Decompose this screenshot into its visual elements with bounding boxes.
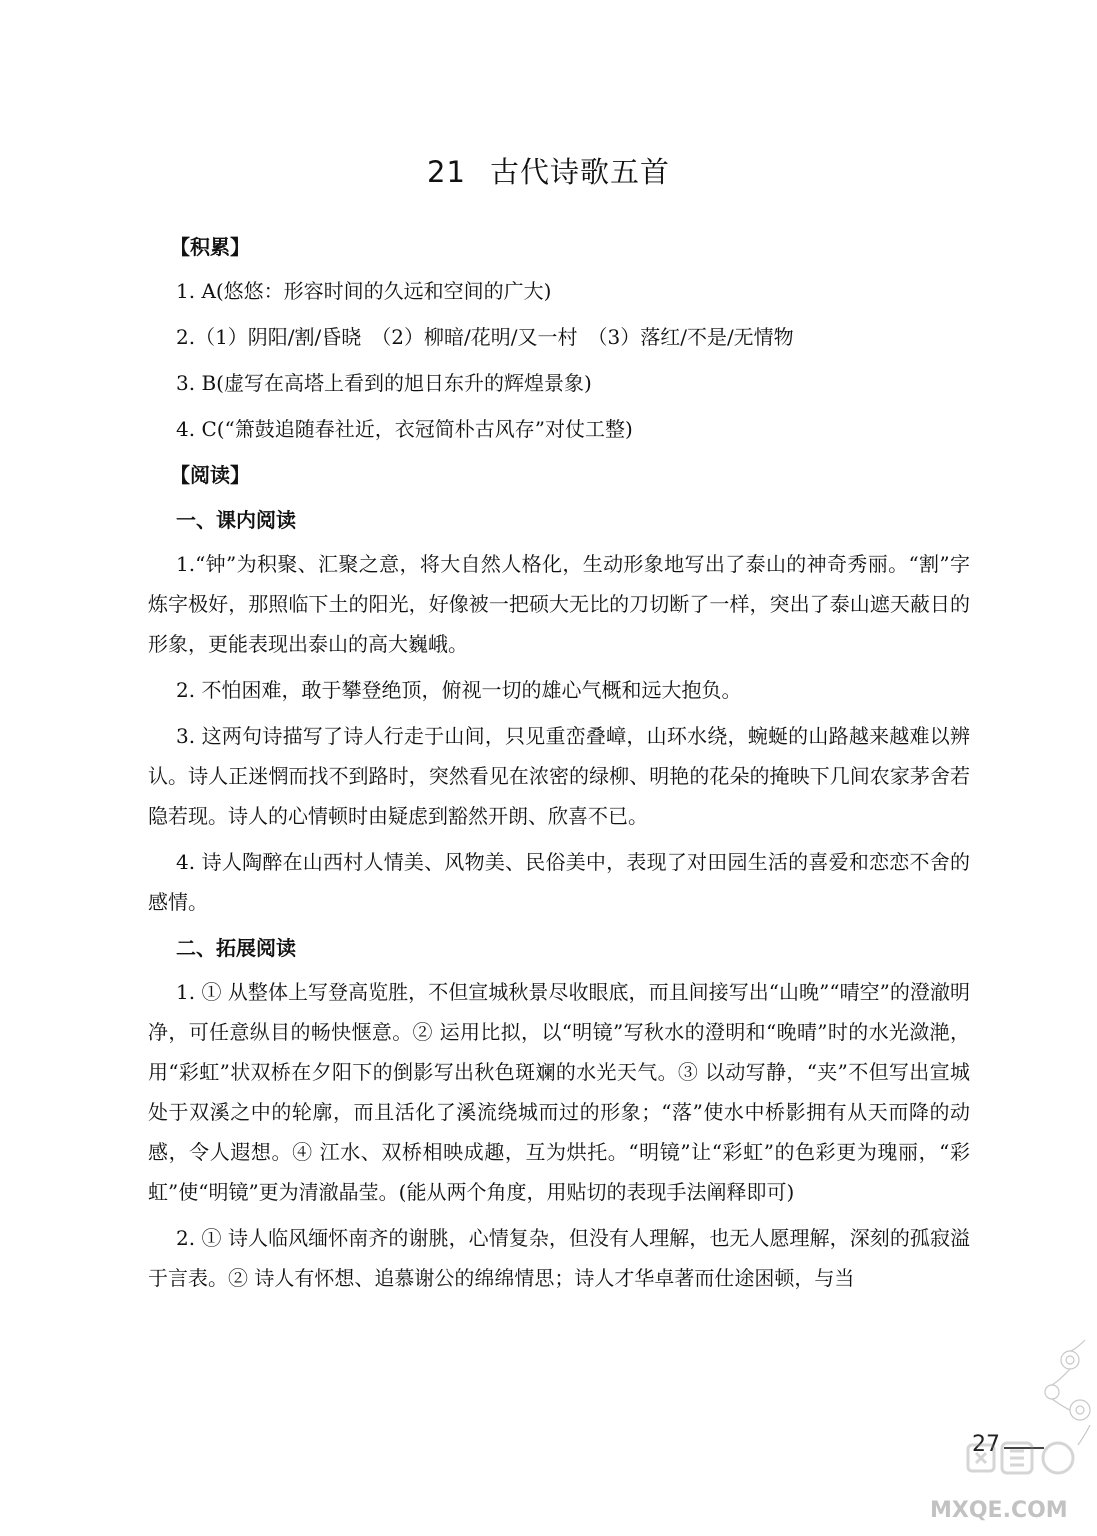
in-class-answer-4: 4. 诗人陶醉在山西村人情美、风物美、民俗美中，表现了对田园生活的喜爱和恋恋不舍的感情。: [148, 850, 970, 914]
in-class-answer-2: 2. 不怕困难，敢于攀登绝顶，俯视一切的雄心气概和远大抱负。: [176, 678, 742, 702]
answer-content: [148, 222, 970, 1304]
in-class-answer-1: 1.“钟”为积聚、汇聚之意，将大自然人格化，生动形象地写出了泰山的神奇秀丽。“割”字炼字极好，那照临下土的阳光，好像被一把硕大无比的刀切断了一样，突出了泰山遮天蔽日的形象，更能表现出泰山的高大巍峨。: [148, 552, 970, 656]
page-title: [0, 150, 1097, 191]
watermark-text: MXQE.COM: [930, 1498, 1068, 1523]
accumulation-item-2: 2.（1）阴阳/割/昏晓 （2）柳暗/花明/又一村 （3）落红/不是/无情物: [176, 325, 794, 349]
extended-answer-2: 2. ① 诗人临风缅怀南齐的谢朓，心情复杂，但没有人理解，也无人愿理解，深刻的孤寂溢于言表。② 诗人有怀想、追慕谢公的绵绵情思；诗人才华卓著而仕途困顿，与当: [148, 1226, 970, 1290]
in-class-reading-heading: 一、课内阅读: [176, 508, 296, 532]
accumulation-item-4: 4. C(“箫鼓追随春社近，衣冠简朴古风存”对仗工整): [176, 417, 633, 441]
extended-answer-1: 1. ① 从整体上写登高览胜，不但宣城秋景尽收眼底，而且间接写出“山晚”“晴空”的澄澈明净，可任意纵目的畅快惬意。② 运用比拟，以“明镜”写秋水的澄明和“晚晴”时的水光潋滟，用“彩虹”状双桥在夕阳下的倒影写出秋色斑斓的水光天气。③ 以动写静，“夹”不但写出宣城处于双溪之中的轮廓，而且活化了溪流绕城而过的形象；“落”使水中桥影拥有从天而降的动感，令人遐想。④ 江水、双桥相映成趣，互为烘托。“明镜”让“彩虹”的色彩更为瑰丽，“彩虹”使“明镜”更为清澈晶莹。(能从两个角度，用贴切的表现手法阐释即可): [148, 980, 970, 1204]
page-number: 27: [972, 1432, 1000, 1457]
extended-reading-heading: 二、拓展阅读: [176, 936, 296, 960]
lesson-title: 古代诗歌五首: [489, 155, 670, 189]
lesson-number: 21: [427, 155, 466, 189]
accumulation-item-3: 3. B(虚写在高塔上看到的旭日东升的辉煌景象): [176, 371, 592, 395]
in-class-answer-3: 3. 这两句诗描写了诗人行走于山间，只见重峦叠嶂，山环水绕，蜿蜒的山路越来越难以辨认。诗人正迷惘而找不到路时，突然看见在浓密的绿柳、明艳的花朵的掩映下几间农家茅舍若隐若现。诗人的心情顿时由疑虑到豁然开朗、欣喜不已。: [148, 724, 970, 828]
accumulation-item-1: 1. A(悠悠：形容时间的久远和空间的广大): [176, 279, 552, 303]
reading-heading: 【阅读】: [170, 463, 250, 487]
accumulation-heading: 【积累】: [170, 235, 250, 259]
